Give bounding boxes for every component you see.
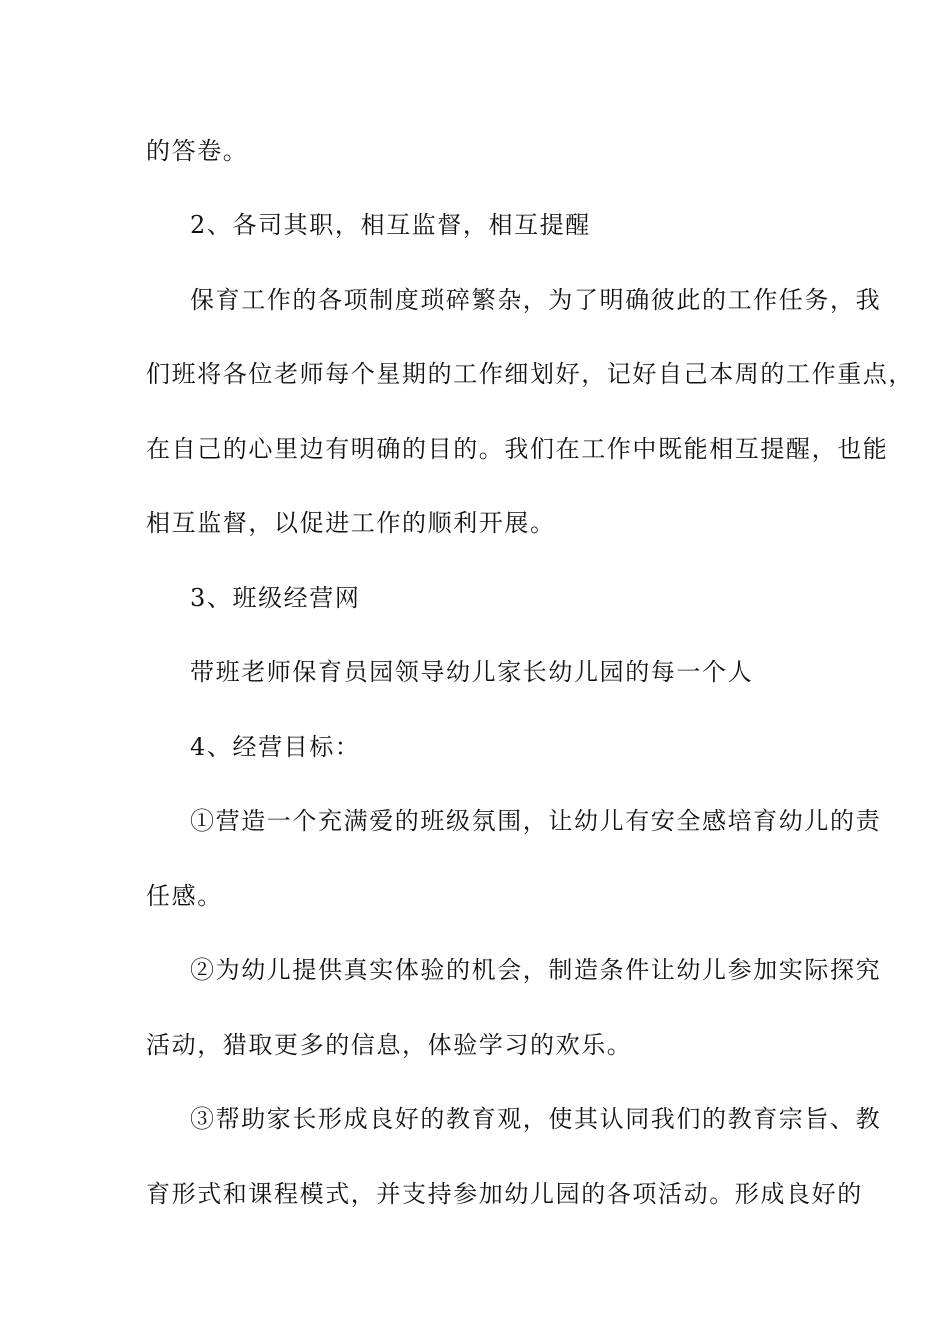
paragraph-line: 在自己的心里边有明确的目的。我们在工作中既能相互提醒，也能 [146, 435, 889, 463]
section-heading-4: 4、经营目标： [190, 733, 361, 761]
paragraph-line: 带班老师保育员园领导幼儿家长幼儿园的每一个人 [190, 658, 754, 686]
section-heading-2: 2、各司其职，相互监督，相互提醒 [190, 211, 591, 239]
paragraph-line: 们班将各位老师每个星期的工作细划好，记好自己本周的工作重点， [146, 360, 914, 388]
list-item-3: ③帮助家长形成良好的教育观，使其认同我们的教育宗旨、教 [190, 1105, 882, 1133]
list-item-2-continuation: 活动，猎取更多的信息，体验学习的欢乐。 [146, 1031, 633, 1059]
paragraph-line: 相互监督，以促进工作的顺利开展。 [146, 509, 556, 537]
paragraph-line: 保育工作的各项制度琐碎繁杂，为了明确彼此的工作任务，我 [190, 286, 882, 314]
text-line-continuation: 的答卷。 [146, 137, 249, 165]
list-item-2: ②为幼儿提供真实体验的机会，制造条件让幼儿参加实际探究 [190, 956, 882, 984]
list-item-3-continuation: 育形式和课程模式，并支持参加幼儿园的各项活动。形成良好的 [146, 1180, 863, 1208]
list-item-1-continuation: 任感。 [146, 882, 223, 910]
list-item-1: ①营造一个充满爱的班级氛围，让幼儿有安全感培育幼儿的责 [190, 807, 882, 835]
section-heading-3: 3、班级经营网 [190, 584, 361, 612]
